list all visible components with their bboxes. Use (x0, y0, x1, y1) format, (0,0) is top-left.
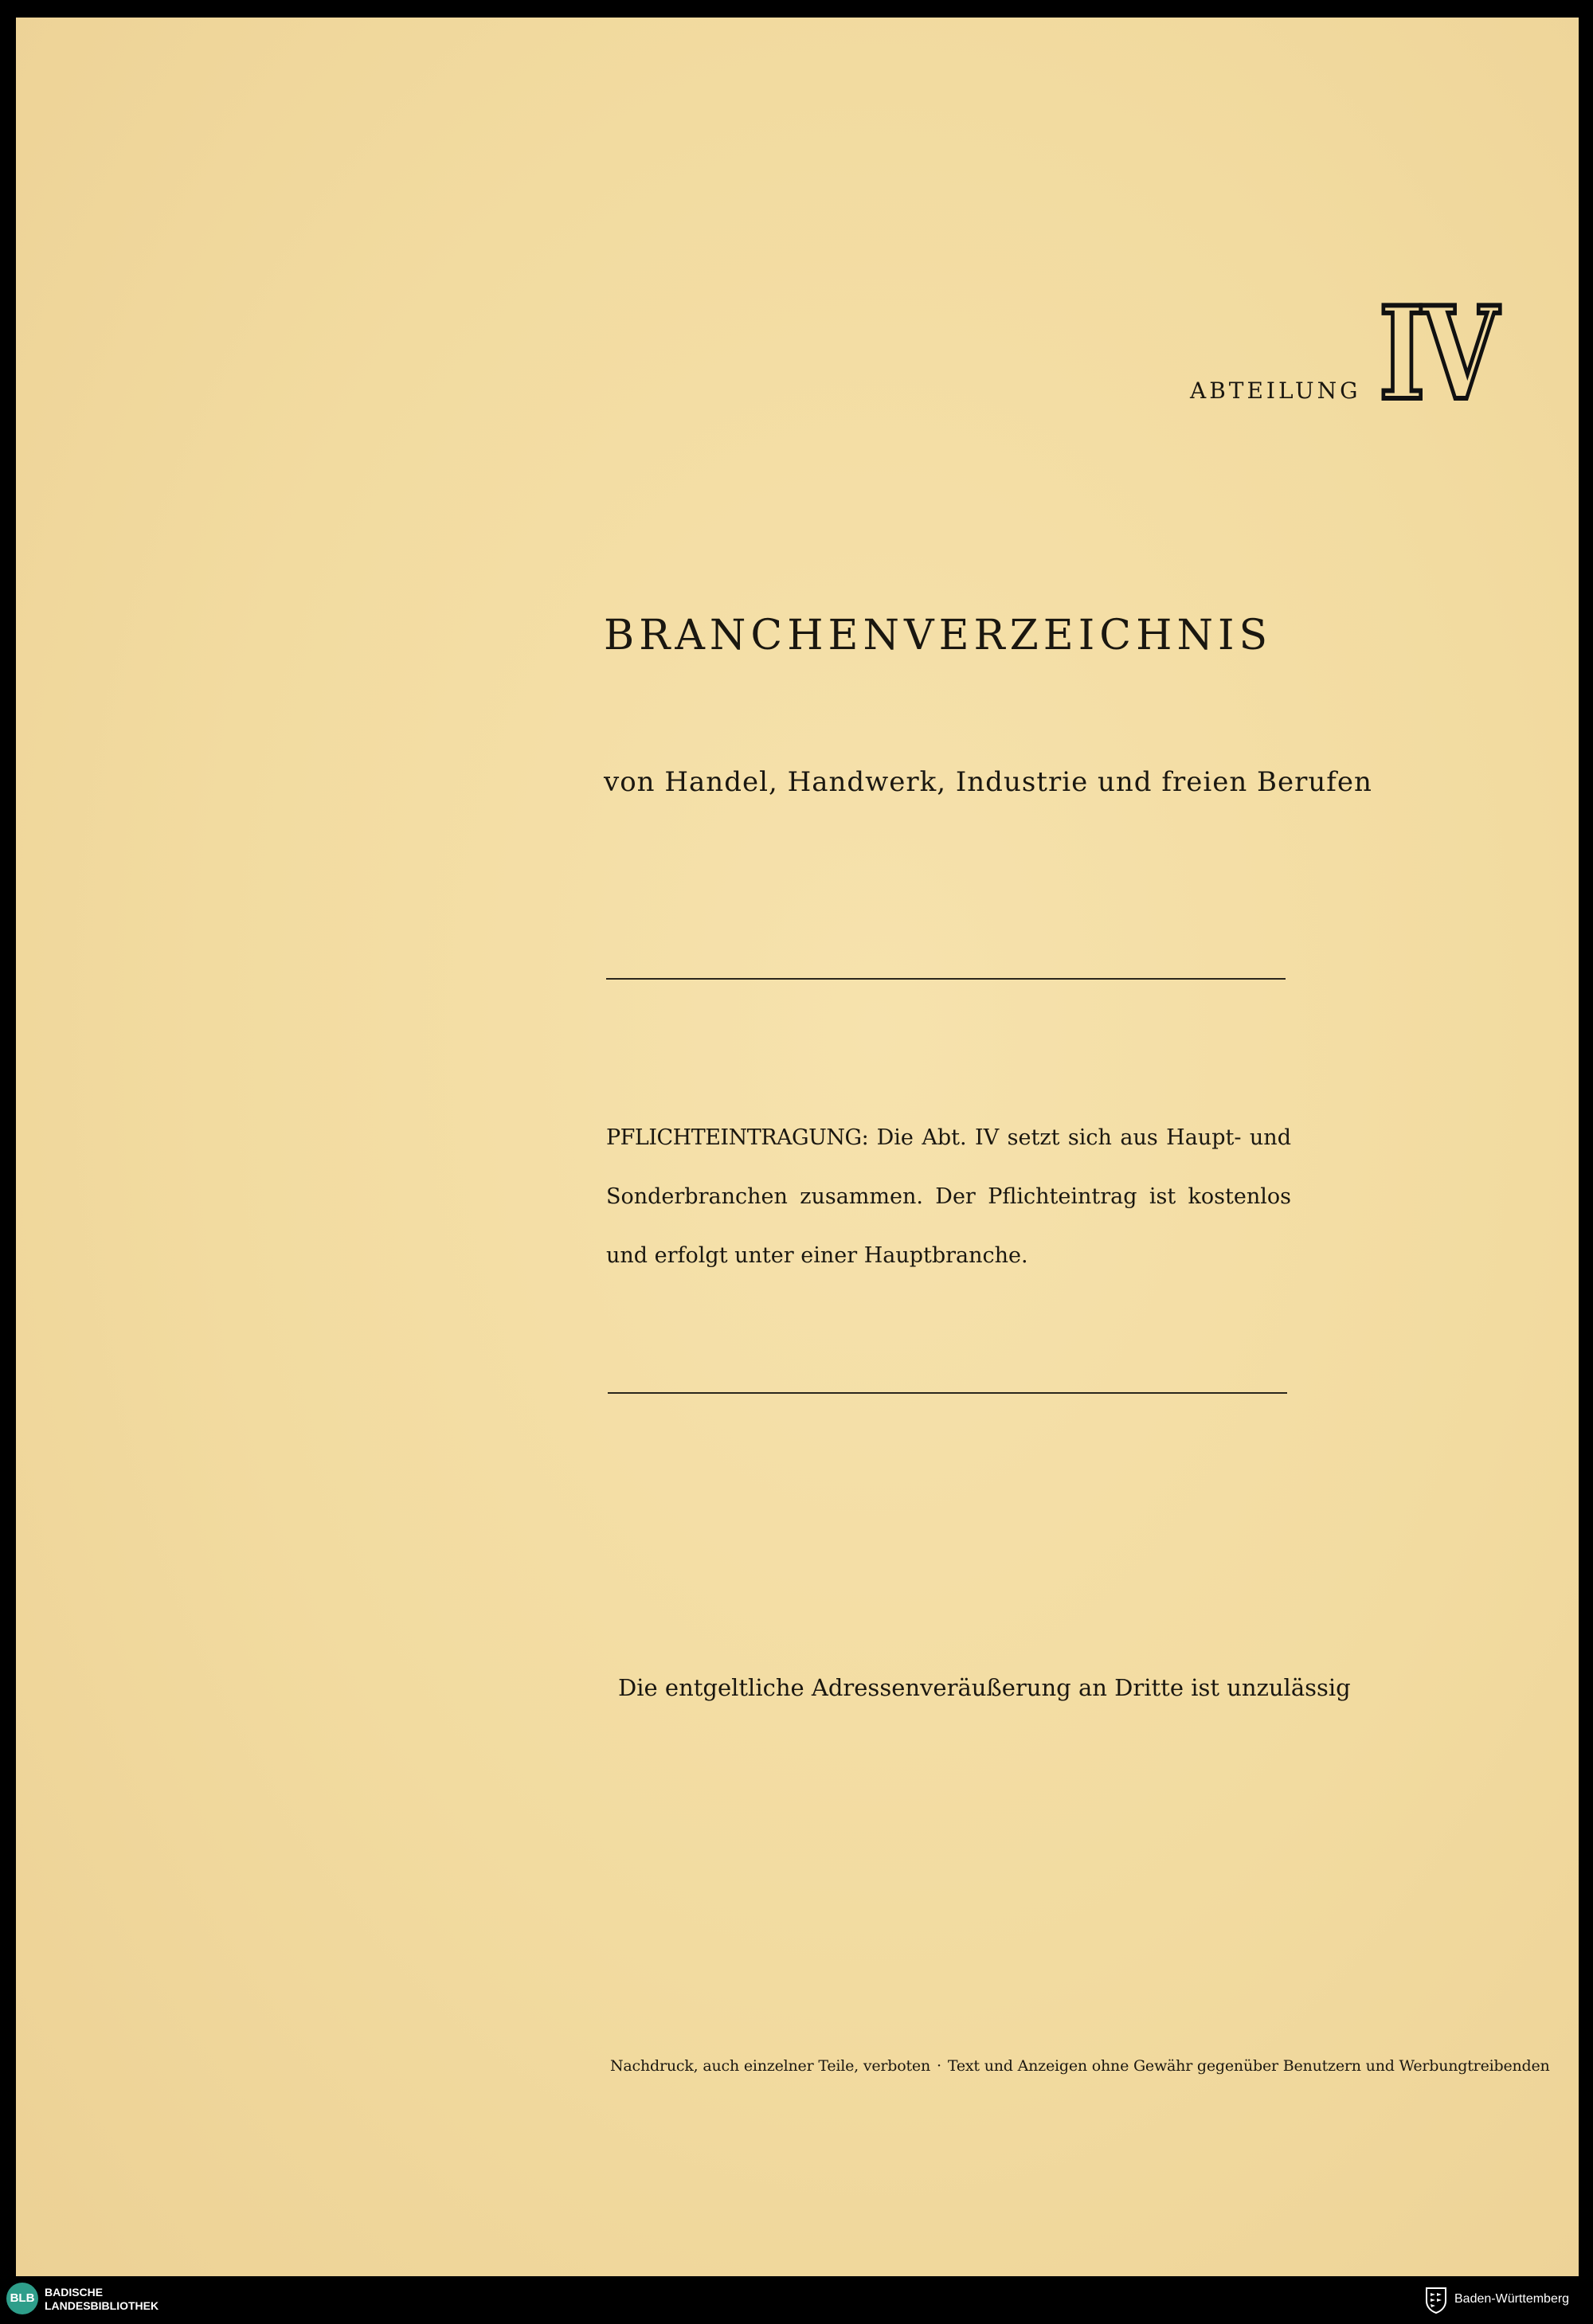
library-name[interactable] (45, 2286, 159, 2313)
footer-separator: · (937, 2057, 941, 2075)
divider-top (606, 978, 1286, 980)
resale-note: Die entgeltliche Adressenveräußerung an Dritte ist unzulässig (618, 1674, 1351, 1701)
library-name-line2: LANDESBIBLIOTHEK (45, 2299, 159, 2312)
page-subtitle: von Handel, Handwerk, Industrie und freien Berufen (604, 766, 1372, 798)
divider-bottom (608, 1392, 1287, 1394)
state-coat-of-arms-icon[interactable] (1424, 2287, 1448, 2314)
page-title: BRANCHENVERZEICHNIS (604, 612, 1273, 659)
state-name[interactable]: Baden-Württemberg (1454, 2292, 1570, 2306)
footer-right: Text und Anzeigen ohne Gewähr gegenüber Benutzern und Werbungtreibenden (947, 2057, 1550, 2075)
section-label: ABTEILUNG (1190, 378, 1361, 404)
viewer-footer-bar (0, 2276, 1593, 2324)
footer-left: Nachdruck, auch einzelner Teile, verboten (610, 2057, 931, 2075)
notice-label: PFLICHTEINTRAGUNG: (606, 1125, 869, 1150)
footer-note (610, 2057, 1550, 2075)
notice-text: Die Abt. IV setzt sich aus Haupt- und Sonderbranchen zusammen. Der Pflichteintrag ist kostenlos und erfolgt unter einer Hauptbranche. (606, 1125, 1291, 1268)
section-numeral: IV (1379, 279, 1495, 428)
library-name-line1: BADISCHE (45, 2286, 104, 2299)
notice-paragraph (606, 1109, 1291, 1285)
blb-logo-icon[interactable]: BLB (6, 2283, 38, 2314)
scanned-page (16, 18, 1579, 2276)
